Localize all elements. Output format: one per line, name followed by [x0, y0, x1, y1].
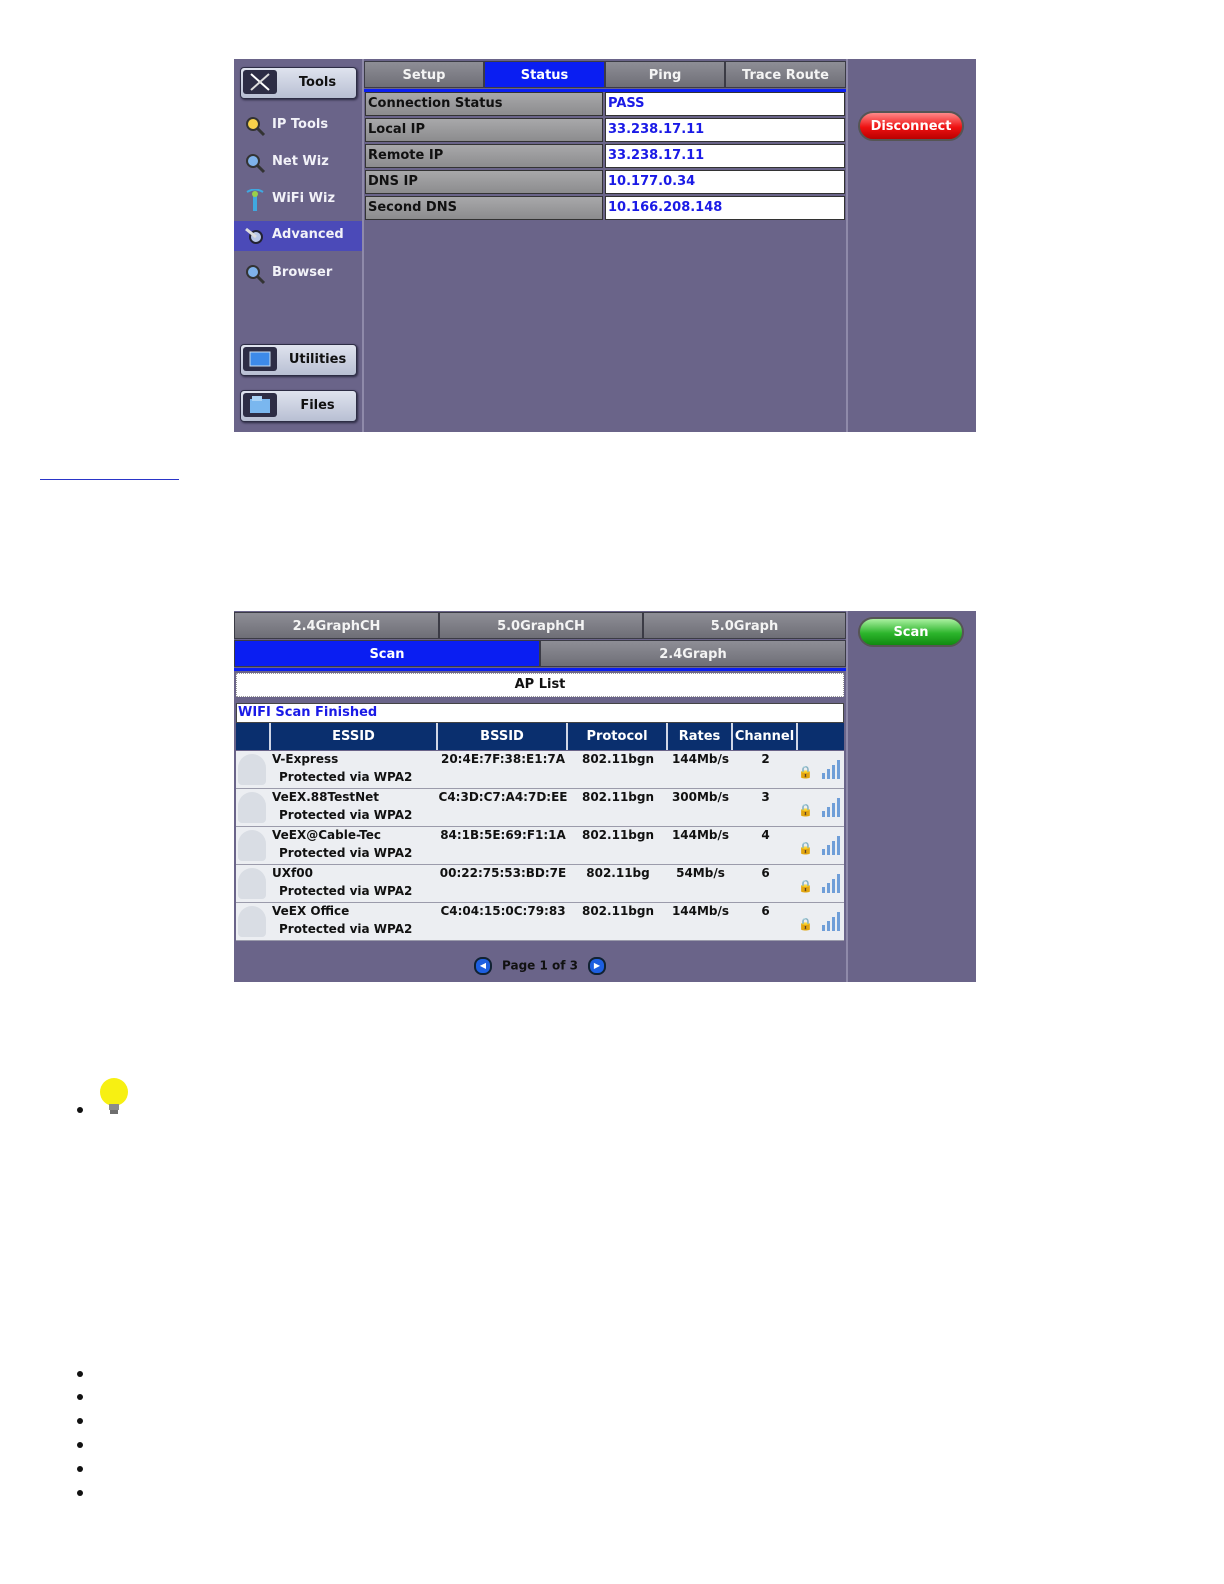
status-key: Remote IP	[365, 144, 603, 168]
rates-cell: 144Mb/s	[671, 904, 730, 918]
tab-2-4graphch[interactable]: 2.4GraphCH	[234, 612, 439, 639]
status-row	[365, 196, 845, 220]
folder-icon	[243, 393, 277, 417]
essid-cell: V-Express	[272, 752, 339, 766]
lock-icon: 🔒	[798, 841, 813, 855]
rates-cell: 144Mb/s	[671, 828, 730, 842]
list-bullet	[77, 1371, 83, 1377]
monitor-icon	[243, 347, 277, 371]
sidebar-item-advanced[interactable]	[234, 221, 362, 251]
signal-strength-icon	[822, 797, 842, 817]
wifi-ap-scan-screen	[234, 611, 976, 982]
channel-cell: 3	[761, 790, 770, 804]
previous-page-icon[interactable]: ◀	[474, 957, 492, 975]
security-cell: Protected via WPA2	[279, 922, 413, 936]
disconnect-button[interactable]: Disconnect	[858, 111, 964, 141]
ip-advanced-status-screen	[234, 59, 976, 432]
tab-2-4graph[interactable]: 2.4Graph	[540, 640, 846, 667]
table-row[interactable]	[236, 865, 844, 903]
channel-cell: 4	[761, 828, 770, 842]
wifi-ap-icon	[238, 868, 266, 899]
status-key: Connection Status	[365, 92, 603, 116]
tab-scan[interactable]: Scan	[234, 640, 540, 667]
ap-table-header	[236, 723, 844, 750]
signal-strength-icon	[822, 835, 842, 855]
header-essid[interactable]: ESSID	[271, 723, 438, 750]
rates-cell: 54Mb/s	[676, 866, 725, 880]
rates-cell: 144Mb/s	[671, 752, 730, 766]
table-row[interactable]	[236, 751, 844, 789]
channel-cell: 2	[761, 752, 770, 766]
bssid-cell: 00:22:75:53:BD:7E	[439, 866, 567, 880]
lock-icon: 🔒	[798, 803, 813, 817]
bssid-cell: 20:4E:7F:38:E1:7A	[440, 752, 565, 766]
protocol-cell: 802.11bgn	[581, 828, 655, 842]
status-value: PASS	[605, 92, 845, 116]
utilities-label: Utilities	[288, 352, 347, 367]
sidebar-item-net-wiz[interactable]	[238, 148, 362, 178]
sidebar-item-label: WiFi Wiz	[272, 191, 336, 206]
protocol-cell: 802.11bg	[586, 866, 650, 880]
list-bullet	[77, 1394, 83, 1400]
list-bullet	[77, 1418, 83, 1424]
tab-5-0graphch[interactable]: 5.0GraphCH	[439, 612, 643, 639]
panel-divider	[846, 59, 848, 432]
wifi-ap-icon	[238, 906, 266, 937]
header-rates[interactable]: Rates	[668, 723, 733, 750]
header-channel[interactable]: Channel	[733, 723, 798, 750]
wifi-ap-icon	[238, 830, 266, 861]
magnifier-key-icon	[244, 115, 266, 137]
utilities-button[interactable]	[240, 344, 357, 376]
status-key: Second DNS	[365, 196, 603, 220]
tools-icon	[243, 70, 277, 94]
bssid-cell: C4:04:15:0C:79:83	[440, 904, 566, 918]
next-page-icon[interactable]: ▶	[588, 957, 606, 975]
pagination	[234, 957, 846, 977]
status-key: DNS IP	[365, 170, 603, 194]
scan-status-text: WIFI Scan Finished	[236, 703, 844, 723]
essid-cell: VeEX.88TestNet	[272, 790, 380, 804]
magnifier-globe-icon	[244, 152, 266, 174]
files-button[interactable]	[240, 390, 357, 422]
signal-strength-icon	[822, 873, 842, 893]
list-bullet	[77, 1442, 83, 1448]
tab-status[interactable]: Status	[484, 61, 605, 88]
wrench-gear-icon	[244, 225, 266, 247]
sidebar	[234, 59, 364, 432]
ap-list-title: AP List	[236, 673, 844, 697]
rates-cell: 300Mb/s	[671, 790, 730, 804]
table-row[interactable]	[236, 903, 844, 941]
header-icon-col	[236, 723, 271, 750]
magnifier-globe-icon	[244, 263, 266, 285]
header-status-col	[798, 723, 844, 750]
security-cell: Protected via WPA2	[279, 884, 413, 898]
tab-setup[interactable]: Setup	[364, 61, 484, 88]
security-cell: Protected via WPA2	[279, 770, 413, 784]
bssid-cell: C4:3D:C7:A4:7D:EE	[438, 790, 568, 804]
status-value: 10.166.208.148	[605, 196, 845, 220]
essid-cell: VeEX Office	[272, 904, 350, 918]
sidebar-item-label: Browser	[272, 265, 333, 280]
sidebar-item-ip-tools[interactable]	[238, 111, 362, 141]
sidebar-item-label: IP Tools	[272, 117, 329, 132]
channel-cell: 6	[761, 904, 770, 918]
scan-button[interactable]: Scan	[858, 617, 964, 647]
tab-underline	[234, 668, 846, 671]
security-cell: Protected via WPA2	[279, 846, 413, 860]
security-cell: Protected via WPA2	[279, 808, 413, 822]
protocol-cell: 802.11bgn	[581, 752, 655, 766]
tab-5-0graph[interactable]: 5.0Graph	[643, 612, 846, 639]
lock-icon: 🔒	[798, 917, 813, 931]
link-underline[interactable]	[40, 479, 179, 480]
wifi-ap-icon	[238, 792, 266, 823]
sidebar-item-wifi-wiz[interactable]	[238, 185, 362, 215]
status-key: Local IP	[365, 118, 603, 142]
page-indicator: Page 1 of 3	[502, 958, 578, 973]
status-value: 33.238.17.11	[605, 118, 845, 142]
list-bullet	[77, 1107, 83, 1113]
status-row	[365, 144, 845, 168]
essid-cell: VeEX@Cable-Tec	[272, 828, 382, 842]
tools-button[interactable]	[240, 67, 357, 99]
sidebar-item-label: Net Wiz	[272, 154, 329, 169]
tools-label: Tools	[298, 75, 337, 90]
sidebar-item-browser[interactable]	[238, 259, 362, 289]
status-row	[365, 92, 845, 116]
table-row[interactable]	[236, 827, 844, 865]
panel-divider	[846, 611, 848, 982]
lock-icon: 🔒	[798, 765, 813, 779]
status-value: 10.177.0.34	[605, 170, 845, 194]
lightbulb-icon	[98, 1077, 130, 1117]
tab-ping[interactable]: Ping	[605, 61, 725, 88]
table-row[interactable]	[236, 789, 844, 827]
channel-cell: 6	[761, 866, 770, 880]
status-value: 33.238.17.11	[605, 144, 845, 168]
list-bullet	[77, 1490, 83, 1496]
signal-strength-icon	[822, 911, 842, 931]
tab-bar	[364, 61, 846, 89]
status-row	[365, 118, 845, 142]
protocol-cell: 802.11bgn	[581, 790, 655, 804]
header-bssid[interactable]: BSSID	[438, 723, 568, 750]
files-label: Files	[300, 398, 335, 413]
wifi-ap-icon	[238, 754, 266, 785]
protocol-cell: 802.11bgn	[581, 904, 655, 918]
bssid-cell: 84:1B:5E:69:F1:1A	[440, 828, 566, 842]
list-bullet	[77, 1466, 83, 1472]
wifi-tower-icon	[244, 189, 266, 211]
ap-list-panel	[234, 611, 846, 982]
lock-icon: 🔒	[798, 879, 813, 893]
essid-cell: UXf00	[272, 866, 313, 880]
sidebar-item-label: Advanced	[272, 227, 344, 242]
signal-strength-icon	[822, 759, 842, 779]
tab-trace-route[interactable]: Trace Route	[725, 61, 846, 88]
status-row	[365, 170, 845, 194]
header-protocol[interactable]: Protocol	[568, 723, 668, 750]
